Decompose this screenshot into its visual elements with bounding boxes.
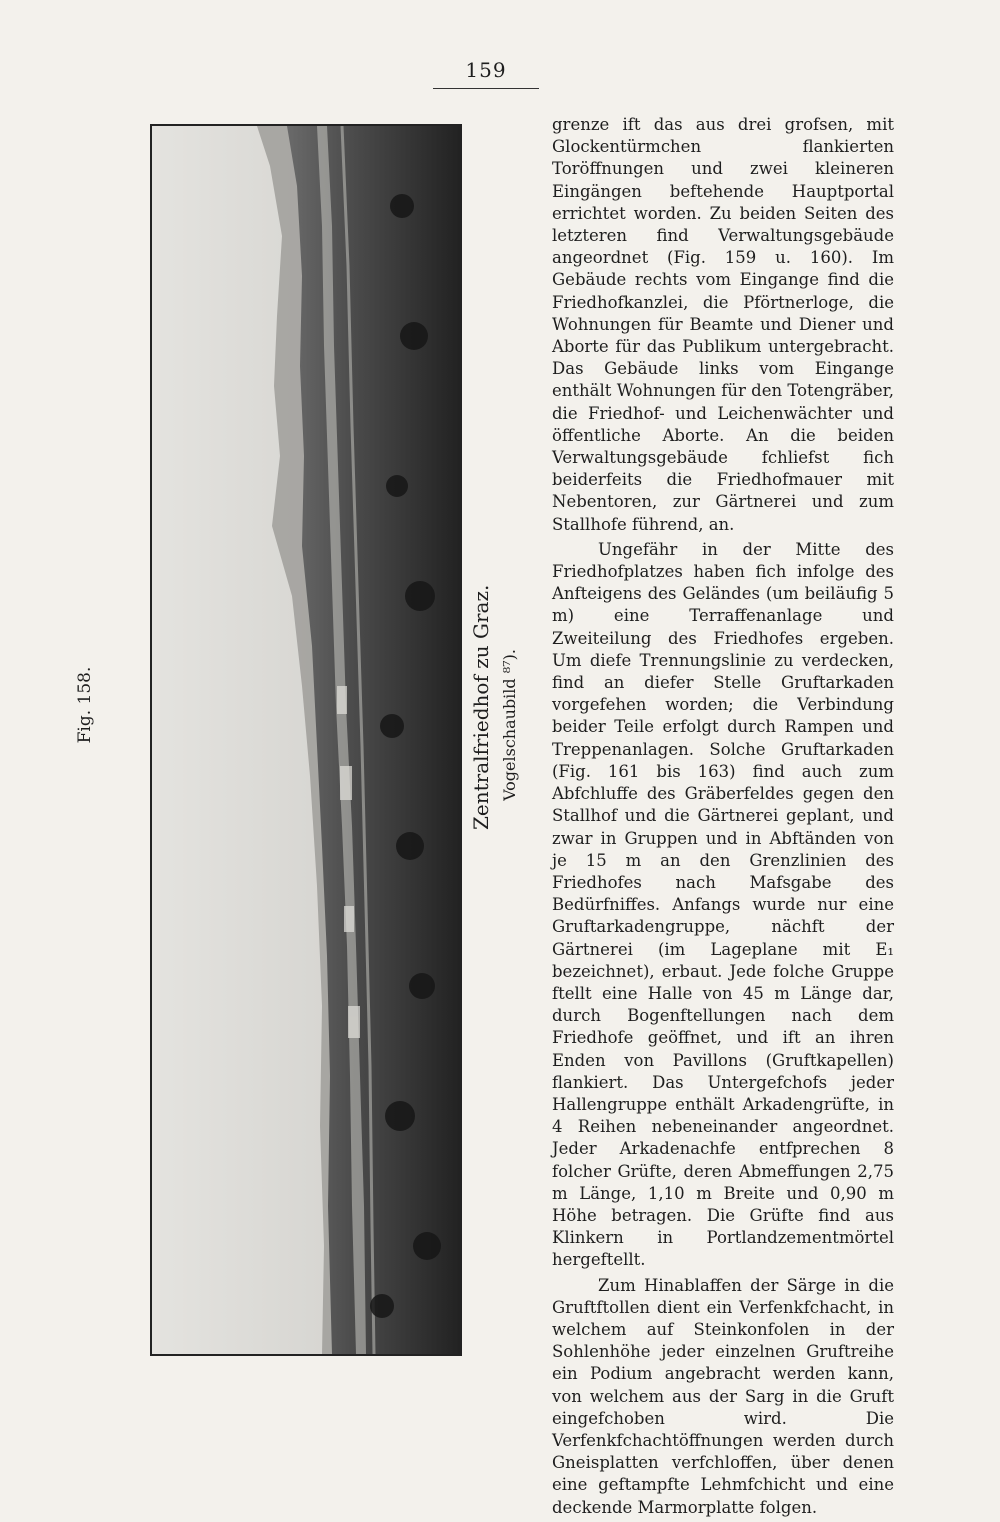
figure-photo — [150, 124, 462, 1356]
paragraph: Ungefähr in der Mitte des Friedhofplatzes haben fich infolge des Anfteigens des Geländes (um beiläufig 5 m) eine Terraffenanlage und Zweiteilung des Friedhofes ergeben. Um diefe Trennungslinie zu verdecken, find an diefer Stelle Gruftarkaden vorgefehen worden; die Verbindung beider Teile erfolgt durch Rampen und Treppenanlagen. Solche Gruftarkaden (Fig. 161 bis 163) find auch zum Abfchluffe des Gräberfeldes gegen den Stallhof und die Gärtnerei geplant, und zwar in Gruppen und in Abftänden von je 15 m an den Grenzlinien des Friedhofes nach Mafsgabe des Bedürfniffes. Anfangs wurde nur eine Gruftarkadengruppe, nächft der Gärtnerei (im Lageplane mit E₁ bezeichnet), erbaut. Jede folche Gruppe ftellt eine Halle von 45 m Länge dar, durch Bogenftellungen nach dem Friedhofe geöffnet, und ift an ihren Enden von Pavillons (Gruftkapellen) flankiert. Das Untergefchofs jeder Hallengruppe enthält Arkadengrüfte, in 4 Reihen nebeneinander angeordnet. Jeder Arkadenachfe entfprechen 8 folcher Grüfte, deren Abmeffungen 2,75 m Länge, 1,10 m Breite und 0,90 m Höhe betragen. Die Grüfte find aus Klinkern in Portlandzementmörtel hergeftellt. — [552, 539, 894, 1270]
body-text — [552, 114, 894, 1522]
paragraph: grenze ift das aus drei grofsen, mit Glockentürmchen flankierten Toröffnungen und zwei kleineren Eingängen beftehende Hauptportal errichtet worden. Zu beiden Seiten des letzteren find Verwaltungsgebäude angeordnet (Fig. 159 u. 160). Im Gebäude rechts vom Eingange find die Friedhofkanzlei, die Pförtnerloge, die Wohnungen für Beamte und Diener und Aborte für das Publikum untergebracht. Das Gebäude links vom Eingange enthält Wohnungen für den Totengräber, die Friedhof- und Leichenwächter und öffentliche Aborte. An die beiden Verwaltungsgebäude fchliefst fich beiderfeits die Friedhofmauer mit Nebentoren, zur Gärtnerei und zum Stallhofe führend, an. — [552, 115, 894, 534]
paragraph: Zum Hinablaffen der Särge in die Gruftftollen dient ein Verfenkfchacht, in welchem auf Steinkonfolen in der Sohlenhöhe jeder einzelnen Gruftreihe ein Podium angebracht werden kann, von welchem aus der Sarg in die Gruft eingefchoben wird. Die Verfenkfchachtöffnungen werden durch Gneisplatten verfchloffen, über denen eine geftampfte Lehmfchicht und eine deckende Marmorplatte folgen. — [552, 1275, 894, 1517]
figure-title: Zentralfriedhof zu Graz. — [469, 584, 493, 830]
figure-label: Fig. 158. — [75, 666, 95, 744]
aerial-view-graphic — [152, 126, 460, 1354]
figure-subtitle: Vogelschaubild ⁸⁷). — [500, 649, 519, 801]
page-number: 159 — [433, 58, 539, 89]
